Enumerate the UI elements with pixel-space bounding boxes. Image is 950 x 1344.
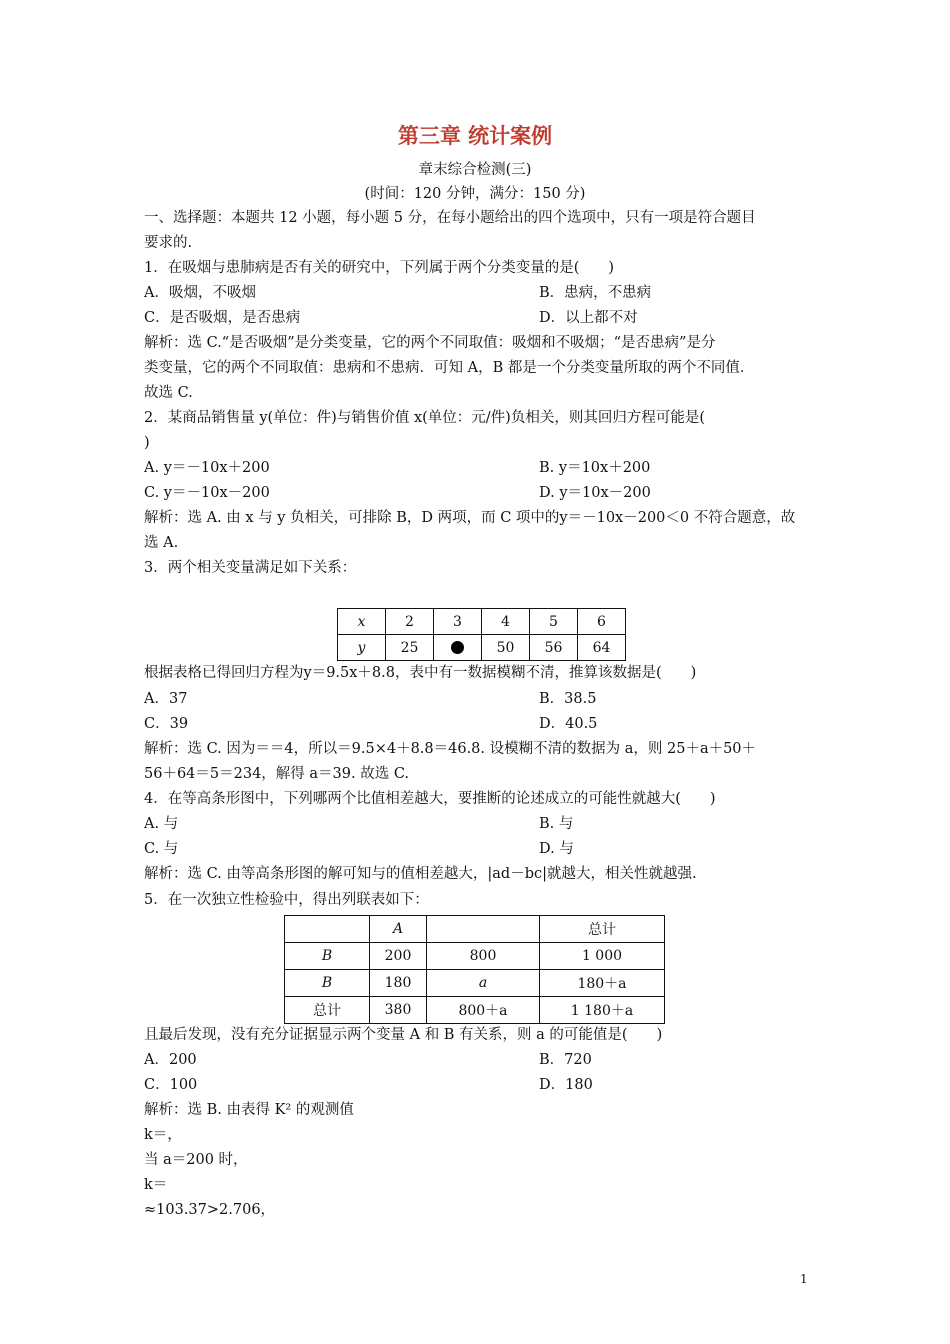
q1-option-d: D．以上都不对 [539,310,638,326]
q3-data-table [337,608,626,661]
q2-option-c: C. y＝－10x－200 [144,485,270,501]
table-row [338,635,626,661]
table-cell: 4 [482,609,530,635]
q5-stem: 5．在一次独立性检验中，得出列联表如下： [144,892,429,908]
table-cell: B [285,943,370,970]
page-title: 第三章 统计案例 [397,123,553,148]
q4-stem: 4．在等高条形图中，下列哪两个比值相差越大，要推断的论述成立的可能性就越大( ) [144,791,716,807]
q5-stem-cont: 且最后发现，没有充分证据显示两个变量 A 和 B 有关系，则 a 的可能值是( ) [144,1027,663,1043]
table-cell: 6 [578,609,626,635]
table-cell: 50 [482,635,530,661]
table-cell: 380 [370,997,427,1024]
q3-option-b: B．38.5 [539,691,597,707]
table-row [285,997,665,1024]
q2-solution: 解析：选 A. 由 x 与 y 负相关，可排除 B，D 两项，而 C 项中的y＝－10x－200＜0 不符合题意，故 [144,510,796,526]
table-cell: a [427,970,540,997]
q4-solution: 解析：选 C. 由等高条形图的解可知与的值相差越大，|ad－bc|就越大，相关性就越强. [144,866,697,882]
table-cell: 2 [386,609,434,635]
q3-option-c: C．39 [144,716,189,732]
section-instructions: 一、选择题：本题共 12 小题，每小题 5 分，在每小题给出的四个选项中，只有一项是符合题目 [144,210,756,226]
table-cell: y [338,635,386,661]
table-cell: 180＋a [540,970,665,997]
q3-stem: 3．两个相关变量满足如下关系： [144,560,357,576]
section-instructions-cont: 要求的. [144,235,193,251]
table-cell: 3 [434,609,482,635]
q1-solution-cont: 类变量，它的两个不同取值：患病和不患病．可知 A，B 都是一个分类变量所取的两个不同值． [144,360,755,376]
q3-option-d: D．40.5 [539,716,598,732]
q4-option-d: D. 与 [539,841,574,857]
q1-solution-end: 故选 C. [144,385,193,401]
table-cell: 64 [578,635,626,661]
table-header-row [285,916,665,943]
table-cell: 25 [386,635,434,661]
q3-solution: 解析：选 C. 因为＝＝4，所以＝9.5×4＋8.8＝46.8. 设模糊不清的数据为 a，则 25＋a＋50＋ [144,741,757,757]
q1-solution: 解析：选 C.“是否吸烟”是分类变量，它的两个不同取值：吸烟和不吸烟；“是否患病”是分 [144,335,716,351]
table-cell: 200 [370,943,427,970]
table-cell: B [285,970,370,997]
q3-stem-cont: 根据表格已得回归方程为y＝9.5x＋8.8，表中有一数据模糊不清，推算该数据是( ) [144,665,697,681]
q5-solution-result: ≈103.37>2.706， [144,1202,276,1218]
q4-option-c: C. 与 [144,841,179,857]
q1-option-c: C．是否吸烟，是否患病 [144,310,301,326]
q2-stem-cont: ) [144,435,150,451]
q2-option-a: A. y＝－10x＋200 [144,460,270,476]
table-cell [434,635,482,661]
time-note: (时间：120 分钟，满分：150 分) [364,186,586,202]
q5-solution-formula: k＝， [144,1127,182,1143]
table-cell: 5 [530,609,578,635]
table-cell: x [338,609,386,635]
q1-option-b: B．患病，不患病 [539,285,652,301]
q5-contingency-table [284,915,665,1024]
q2-solution-cont: 选 A. [144,535,179,551]
q4-option-a: A. 与 [144,816,179,832]
table-row [338,609,626,635]
table-cell: 1 180＋a [540,997,665,1024]
q5-option-b: B．720 [539,1052,592,1068]
q1-option-a: A．吸烟，不吸烟 [144,285,256,301]
table-cell: A [370,916,427,943]
table-cell: 56 [530,635,578,661]
q5-solution: 解析：选 B. 由表得 K² 的观测值 [144,1102,354,1118]
table-cell: 总计 [540,916,665,943]
q2-option-b: B. y＝10x＋200 [539,460,651,476]
q5-solution-formula-2: k＝ [144,1177,168,1193]
q4-option-b: B. 与 [539,816,574,832]
q5-option-d: D．180 [539,1077,593,1093]
table-cell: 800 [427,943,540,970]
q2-option-d: D. y＝10x－200 [539,485,651,501]
table-cell: 1 000 [540,943,665,970]
q2-stem: 2．某商品销售量 y(单位：件)与销售价值 x(单位：元/件)负相关，则其回归方程可能是( [144,410,705,426]
q3-solution-cont: 56＋64＝5＝234，解得 a＝39. 故选 C. [144,766,410,782]
table-cell: 800＋a [427,997,540,1024]
blurred-data-dot-icon [451,641,464,654]
table-cell [285,916,370,943]
page-number: 1 [800,1272,808,1286]
table-cell: 180 [370,970,427,997]
q5-option-a: A．200 [144,1052,197,1068]
table-cell: 总计 [285,997,370,1024]
page-subtitle: 章末综合检测(三) [418,162,532,178]
table-row [285,943,665,970]
q3-option-a: A．37 [144,691,188,707]
table-row [285,970,665,997]
q1-stem: 1．在吸烟与患肺病是否有关的研究中，下列属于两个分类变量的是( ) [144,260,615,276]
table-cell [427,916,540,943]
q5-option-c: C．100 [144,1077,198,1093]
q5-solution-case: 当 a＝200 时， [144,1152,248,1168]
